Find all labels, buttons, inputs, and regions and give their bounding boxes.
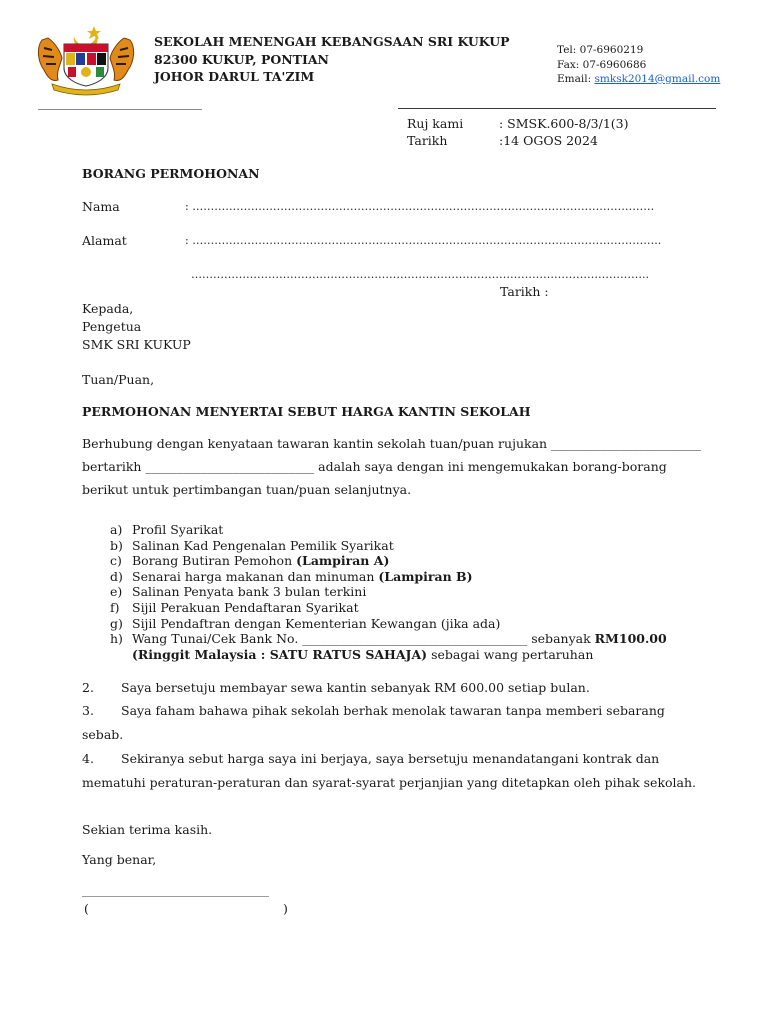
closing-yours: Yang benar, xyxy=(82,852,157,867)
attachment-text: Salinan Kad Pengenalan Pemilik Syarikat xyxy=(132,537,394,553)
school-address-line2: JOHOR DARUL TA'ZIM xyxy=(154,69,315,84)
tarikh-value: :14 OGOS 2024 xyxy=(499,133,598,148)
recipient-line1: Kepada, xyxy=(82,301,134,316)
contact-block xyxy=(557,43,720,87)
email-label: Email: xyxy=(557,73,595,85)
attachment-marker: g) xyxy=(110,615,123,631)
intro-line2: bertarikh ___________________________ adalah saya dengan ini mengemukakan borang-borang xyxy=(82,459,667,474)
recipient-block xyxy=(82,300,191,354)
attachment-item xyxy=(110,538,667,554)
nama-label: Nama xyxy=(82,199,120,214)
alamat-field-2[interactable]: …………………………………………………………………………………………………………….. xyxy=(191,268,649,281)
attachment-bold: RM100.00 xyxy=(594,631,667,647)
attachment-item xyxy=(110,584,667,600)
attachment-text: Salinan Penyata bank 3 bulan terkini xyxy=(132,584,367,600)
header-divider-left xyxy=(38,109,202,110)
clause-4-text: Sekiranya sebut harga saya ini berjaya, saya bersetuju menandatangani kontrak dan xyxy=(121,751,660,766)
recipient-line2: Pengetua xyxy=(82,319,142,334)
clause-2-number: 2. xyxy=(82,680,94,695)
clause-4-number: 4. xyxy=(82,751,94,766)
ruj-value: : SMSK.600-8/3/1(3) xyxy=(499,116,629,131)
attachment-text: Wang Tunai/Cek Bank No. ____________________________________ sebanyak xyxy=(132,631,595,647)
intro-line3: berikut untuk pertimbangan tuan/puan selanjutnya. xyxy=(82,482,412,497)
attachment-item xyxy=(110,522,667,538)
attachment-item xyxy=(110,616,667,632)
attachment-marker: e) xyxy=(110,584,123,600)
attachment-marker: d) xyxy=(110,568,123,584)
attachment-h-text: sebagai wang pertaruhan xyxy=(427,646,594,662)
attachment-text: Profil Syarikat xyxy=(132,522,224,537)
attachment-item xyxy=(110,553,667,569)
attachment-marker: a) xyxy=(110,522,123,537)
attachment-text: Borang Butiran Pemohon xyxy=(132,553,297,569)
attachment-list xyxy=(110,522,667,662)
clause-2-text: Saya bersetuju membayar sewa kantin sebanyak RM 600.00 setiap bulan. xyxy=(121,680,590,695)
attachment-text: Sijil Perakuan Pendaftaran Syarikat xyxy=(132,599,359,615)
school-name: SEKOLAH MENENGAH KEBANGSAAN SRI KUKUP xyxy=(154,34,510,49)
intro-line1: Berhubung dengan kenyataan tawaran kantin sekolah tuan/puan rujukan ________________________ xyxy=(82,436,702,451)
alamat-label: Alamat xyxy=(82,233,127,248)
tel-text: Tel: 07-6960219 xyxy=(557,44,644,56)
email-row xyxy=(557,72,720,87)
attachment-marker: c) xyxy=(110,553,122,569)
school-header xyxy=(154,33,510,86)
attachment-bold: (Lampiran B) xyxy=(378,568,473,584)
attachment-marker: f) xyxy=(110,599,120,615)
header-divider-right xyxy=(398,108,716,109)
coat-of-arms-logo xyxy=(34,22,138,96)
name-bracket-open: ( xyxy=(84,901,89,916)
ruj-label: Ruj kami xyxy=(407,116,464,131)
clause-3-number: 3. xyxy=(82,703,94,718)
attachment-marker: b) xyxy=(110,537,123,553)
attachment-marker: h) xyxy=(110,631,123,647)
attachment-item xyxy=(110,569,667,585)
name-bracket-close: ) xyxy=(283,901,288,916)
attachment-item xyxy=(110,631,667,647)
closing-thanks: Sekian terima kasih. xyxy=(82,822,213,837)
alamat-field-1[interactable]: : ……………………………………………………………………………………………………………….. xyxy=(185,234,662,247)
subject: PERMOHONAN MENYERTAI SEBUT HARGA KANTIN SEKOLAH xyxy=(82,404,531,419)
form-title: BORANG PERMOHONAN xyxy=(82,166,260,181)
tarikh-label: Tarikh xyxy=(407,133,448,148)
attachment-item xyxy=(110,600,667,616)
attachment-text: Senarai harga makanan dan minuman xyxy=(132,568,379,584)
form-tarikh-label: Tarikh : xyxy=(500,284,549,299)
clause-3-text: Saya faham bahawa pihak sekolah berhak menolak tawaran tanpa memberi sebarang xyxy=(121,703,665,718)
signature-line[interactable]: __________________________________ xyxy=(82,884,269,897)
email-link[interactable]: smksk2014@gmail.com xyxy=(594,73,721,85)
attachment-h-bold: (Ringgit Malaysia : SATU RATUS SAHAJA) xyxy=(132,646,428,662)
recipient-line3: SMK SRI KUKUP xyxy=(82,337,191,352)
attachment-bold: (Lampiran A) xyxy=(296,553,390,569)
attachment-item-h-continued xyxy=(110,647,667,663)
fax-text: Fax: 07-6960686 xyxy=(557,58,647,71)
attachment-text: Sijil Pendaftran dengan Kementerian Kewangan (jika ada) xyxy=(132,615,501,631)
clause-4-continued: mematuhi peraturan-peraturan dan syarat-syarat perjanjian yang ditetapkan oleh pihak sekolah. xyxy=(82,775,697,790)
salutation: Tuan/Puan, xyxy=(82,372,155,387)
clause-3-continued: sebab. xyxy=(82,727,124,742)
school-address-line1: 82300 KUKUP, PONTIAN xyxy=(154,51,329,67)
nama-field[interactable]: : ……………………………………………………………………………………………………………… xyxy=(185,200,655,213)
